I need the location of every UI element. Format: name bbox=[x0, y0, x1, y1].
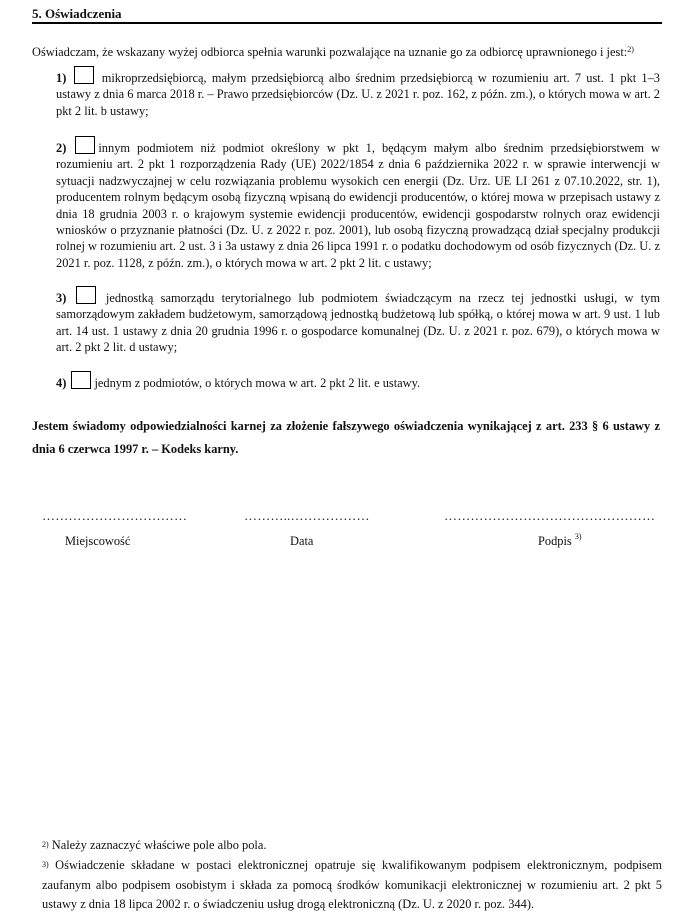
intro-footnote-ref: 2) bbox=[627, 45, 634, 54]
footnote-2-mark: 2) bbox=[42, 840, 49, 849]
option-3-text: jednostką samorządu terytorialnego lub podmiotem świadczącym na rzecz tej jednostki usługi, w tym samorządowym zakładem budżetowym, samorządową jednostką budżetową lub spółką, o której mowa w art. 9 ust. 1 lub art. 14 ust. 1 ustawy z dnia 20 grudnia 1996 r. o gospodarce komunalnej (Dz. U. z 2021 r. poz. 679), o których mowa w art. 2 pkt 2 lit. d ustawy; bbox=[56, 291, 661, 354]
signature-label bbox=[538, 534, 582, 549]
option-4-checkbox[interactable] bbox=[71, 371, 91, 389]
section-divider bbox=[32, 22, 662, 24]
option-2 bbox=[56, 136, 660, 271]
intro-text: Oświadczam, że wskazany wyżej odbiorca spełnia warunki pozwalające na uznanie go za odbiorcę uprawnionego i jest: bbox=[32, 45, 628, 59]
option-4 bbox=[56, 371, 660, 391]
option-3 bbox=[56, 286, 660, 355]
place-signature-line[interactable]: …………………………… bbox=[42, 508, 188, 523]
option-1-text: mikroprzedsiębiorcą, małym przedsiębiorcą albo średnim przedsiębiorcą w rozumieniu art. 7 ust. 1 pkt 1–3 ustawy z dnia 6 marca 2018 r. – Prawo przedsiębiorców (Dz. U. z 2021 r. poz. 162, z późn. zm.), o których mowa w art. 2 pkt 2 lit. b ustawy; bbox=[56, 71, 660, 118]
section-title: 5. Oświadczenia bbox=[32, 6, 122, 21]
option-1 bbox=[56, 66, 660, 119]
signature-line[interactable]: ………………………………………… bbox=[444, 508, 656, 523]
date-label: Data bbox=[290, 534, 314, 548]
footnote-3-mark: 3) bbox=[42, 860, 49, 869]
option-4-number: 4) bbox=[56, 376, 67, 390]
option-1-checkbox[interactable] bbox=[74, 66, 94, 84]
option-4-text: jednym z podmiotów, o których mowa w art. 2 pkt 2 lit. e ustawy. bbox=[94, 376, 421, 390]
option-2-checkbox[interactable] bbox=[75, 136, 95, 154]
footnote-3 bbox=[42, 856, 662, 915]
footnote-2 bbox=[42, 836, 662, 856]
liability-declaration: Jestem świadomy odpowiedzialności karnej za złożenie fałszywego oświadczenia wynikającej z art. 233 § 6 ustawy z dnia 6 czerwca 1997 r. – Kodeks karny. bbox=[32, 419, 660, 456]
footnote-3-text: Oświadczenie składane w postaci elektronicznej opatruje się kwalifikowanym podpisem elektronicznym, podpisem zaufanym albo podpisem osobistym i składa za pomocą środków komunikacji elektronicznej w rozumieniu art. 2 pkt 5 ustawy z dnia 18 lipca 2002 r. o świadczeniu usług drogą elektroniczną (Dz. U. z 2020 r. poz. 344). bbox=[42, 858, 662, 911]
option-1-number: 1) bbox=[56, 71, 67, 85]
signature-footnote-ref: 3) bbox=[574, 532, 582, 541]
footnote-2-text: Należy zaznaczyć właściwe pole albo pola. bbox=[51, 838, 267, 852]
date-signature-line[interactable]: ………..……………… bbox=[244, 508, 370, 523]
option-2-text: innym podmiotem niż podmiot określony w pkt 1, będącym małym albo średnim przedsiębiorstwem w rozumieniu art. 2 pkt 1 rozporządzenia Rady (UE) 2022/1854 z dnia 6 października 2022 r. w sprawie interwencji w sytuacji nadzwyczajnej w celu rozwiązania problemu wysokich cen energii (Dz. Urz. UE LI 261 z 07.10.2022, str. 1), producentem rolnym będącym osobą fizyczną wpisaną do ewidencji producentów, o której mowa w przepisach ustawy z dnia 18 grudnia 2003 r. o krajowym systemie ewidencji producentów, ewidencji gospodarstw rolnych oraz ewidencji wniosków o przyznanie płatności (Dz. U. z 2022 r. poz. 2001), lub osobą fizyczną prowadzącą dział specjalny produkcji rolnej w rozumieniu art. 2 ust. 3 i 3a ustawy z dnia 26 lipca 1991 r. o podatku dochodowym od osób fizycznych (Dz. U. z 2021 r. poz. 1128, z późn. zm.), o których mowa w art. 2 pkt 2 lit. c ustawy; bbox=[56, 141, 660, 270]
option-3-checkbox[interactable] bbox=[76, 286, 96, 304]
intro-statement bbox=[32, 44, 672, 60]
signature-label-text: Podpis bbox=[538, 534, 572, 548]
place-label: Miejscowość bbox=[65, 534, 131, 548]
option-3-number: 3) bbox=[56, 291, 67, 305]
option-2-number: 2) bbox=[56, 141, 67, 155]
